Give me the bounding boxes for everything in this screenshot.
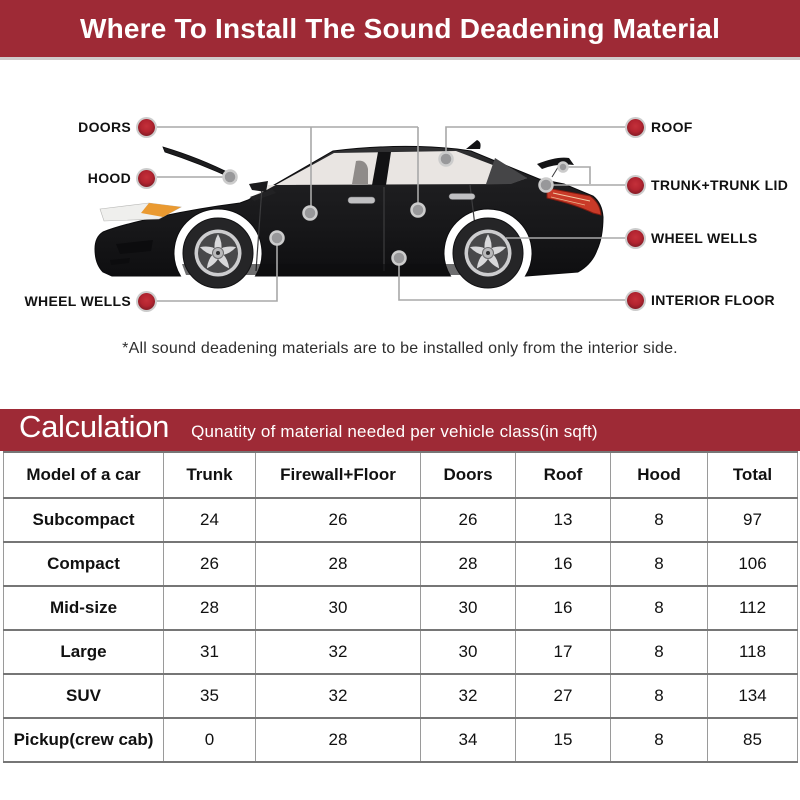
row-value: 13: [516, 498, 611, 542]
row-model: Compact: [4, 542, 164, 586]
row-value: 24: [164, 498, 256, 542]
dot-rear-door: [412, 204, 425, 217]
antenna-fin: [466, 140, 481, 149]
dot-hood: [224, 171, 237, 184]
column-header: Doors: [421, 452, 516, 498]
table-body: [4, 498, 798, 762]
row-value: 31: [164, 630, 256, 674]
row-value: 32: [256, 674, 421, 718]
table-row: [4, 586, 798, 630]
row-value: 27: [516, 674, 611, 718]
row-value: 16: [516, 542, 611, 586]
column-header: Trunk: [164, 452, 256, 498]
column-header: Model of a car: [4, 452, 164, 498]
row-value: 8: [611, 542, 708, 586]
rear-wheel: [453, 218, 523, 288]
row-model: SUV: [4, 674, 164, 718]
red-marker-icon: [627, 177, 644, 194]
row-value: 28: [164, 586, 256, 630]
row-value: 32: [256, 630, 421, 674]
row-value: 134: [708, 674, 798, 718]
row-value: 26: [421, 498, 516, 542]
table-row: [4, 542, 798, 586]
page-title: Where To Install The Sound Deadening Material: [79, 12, 721, 44]
car-diagram: [0, 57, 800, 409]
header-banner: [0, 0, 800, 60]
label-doors: [0, 116, 155, 138]
label-trunk-text: TRUNK+TRUNK LID: [651, 177, 789, 193]
row-value: 28: [256, 542, 421, 586]
row-model: Subcompact: [4, 498, 164, 542]
red-marker-icon: [138, 170, 155, 187]
label-wheel-wells-left-text: WHEEL WELLS: [24, 293, 131, 309]
row-value: 0: [164, 718, 256, 762]
row-value: 35: [164, 674, 256, 718]
dot-roof: [440, 153, 453, 166]
calculation-banner: [0, 409, 800, 451]
row-value: 16: [516, 586, 611, 630]
rear-door-handle: [449, 194, 475, 200]
row-value: 30: [421, 586, 516, 630]
calculation-title: Calculation: [19, 409, 170, 444]
row-value: 28: [421, 542, 516, 586]
label-roof-text: ROOF: [651, 119, 693, 135]
row-value: 30: [256, 586, 421, 630]
row-value: 8: [611, 498, 708, 542]
row-value: 30: [421, 630, 516, 674]
side-mirror: [249, 181, 268, 192]
row-value: 34: [421, 718, 516, 762]
row-value: 26: [164, 542, 256, 586]
row-value: 118: [708, 630, 798, 674]
label-wheel-wells-right-text: WHEEL WELLS: [651, 230, 758, 246]
front-door-handle: [348, 197, 375, 204]
label-wheel-wells-left: [0, 290, 155, 312]
row-value: 8: [611, 718, 708, 762]
column-header: Hood: [611, 452, 708, 498]
row-value: 8: [611, 586, 708, 630]
column-header: Roof: [516, 452, 611, 498]
label-hood: [0, 167, 155, 189]
label-interior-floor-text: INTERIOR FLOOR: [651, 292, 775, 308]
dot-front-wheel-well: [271, 232, 284, 245]
quantity-table: [3, 451, 798, 763]
red-marker-icon: [627, 119, 644, 136]
column-header: Total: [708, 452, 798, 498]
front-wheel: [183, 218, 253, 288]
red-marker-icon: [138, 119, 155, 136]
red-marker-icon: [138, 293, 155, 310]
row-model: Mid-size: [4, 586, 164, 630]
table-header-row: [4, 452, 798, 498]
row-value: 8: [611, 674, 708, 718]
label-interior-floor: [627, 289, 775, 311]
table-row: [4, 630, 798, 674]
column-header: Firewall+Floor: [256, 452, 421, 498]
red-marker-icon: [627, 230, 644, 247]
table-row: [4, 498, 798, 542]
row-value: 17: [516, 630, 611, 674]
table-row: [4, 718, 798, 762]
row-value: 8: [611, 630, 708, 674]
row-value: 112: [708, 586, 798, 630]
row-model: Pickup(crew cab): [4, 718, 164, 762]
row-value: 97: [708, 498, 798, 542]
dot-front-door: [304, 207, 317, 220]
label-roof: [627, 116, 693, 138]
table-row: [4, 674, 798, 718]
red-marker-icon: [627, 292, 644, 309]
label-wheel-wells-right: [627, 227, 757, 249]
calculation-subtitle: Qunatity of material needed per vehicle class(in sqft): [191, 422, 598, 441]
label-hood-text: HOOD: [87, 170, 131, 186]
dot-trunk: [540, 179, 553, 192]
sedan-body: [95, 140, 603, 288]
interior-side-note: *All sound deadening materials are to be installed only from the interior side.: [122, 340, 678, 357]
row-value: 32: [421, 674, 516, 718]
row-value: 28: [256, 718, 421, 762]
row-value: 106: [708, 542, 798, 586]
row-model: Large: [4, 630, 164, 674]
row-value: 85: [708, 718, 798, 762]
label-doors-text: DOORS: [78, 119, 131, 135]
dot-interior-floor: [393, 252, 406, 265]
row-value: 15: [516, 718, 611, 762]
row-value: 26: [256, 498, 421, 542]
label-trunk: [627, 174, 788, 196]
dot-trunk-lid: [559, 163, 568, 172]
